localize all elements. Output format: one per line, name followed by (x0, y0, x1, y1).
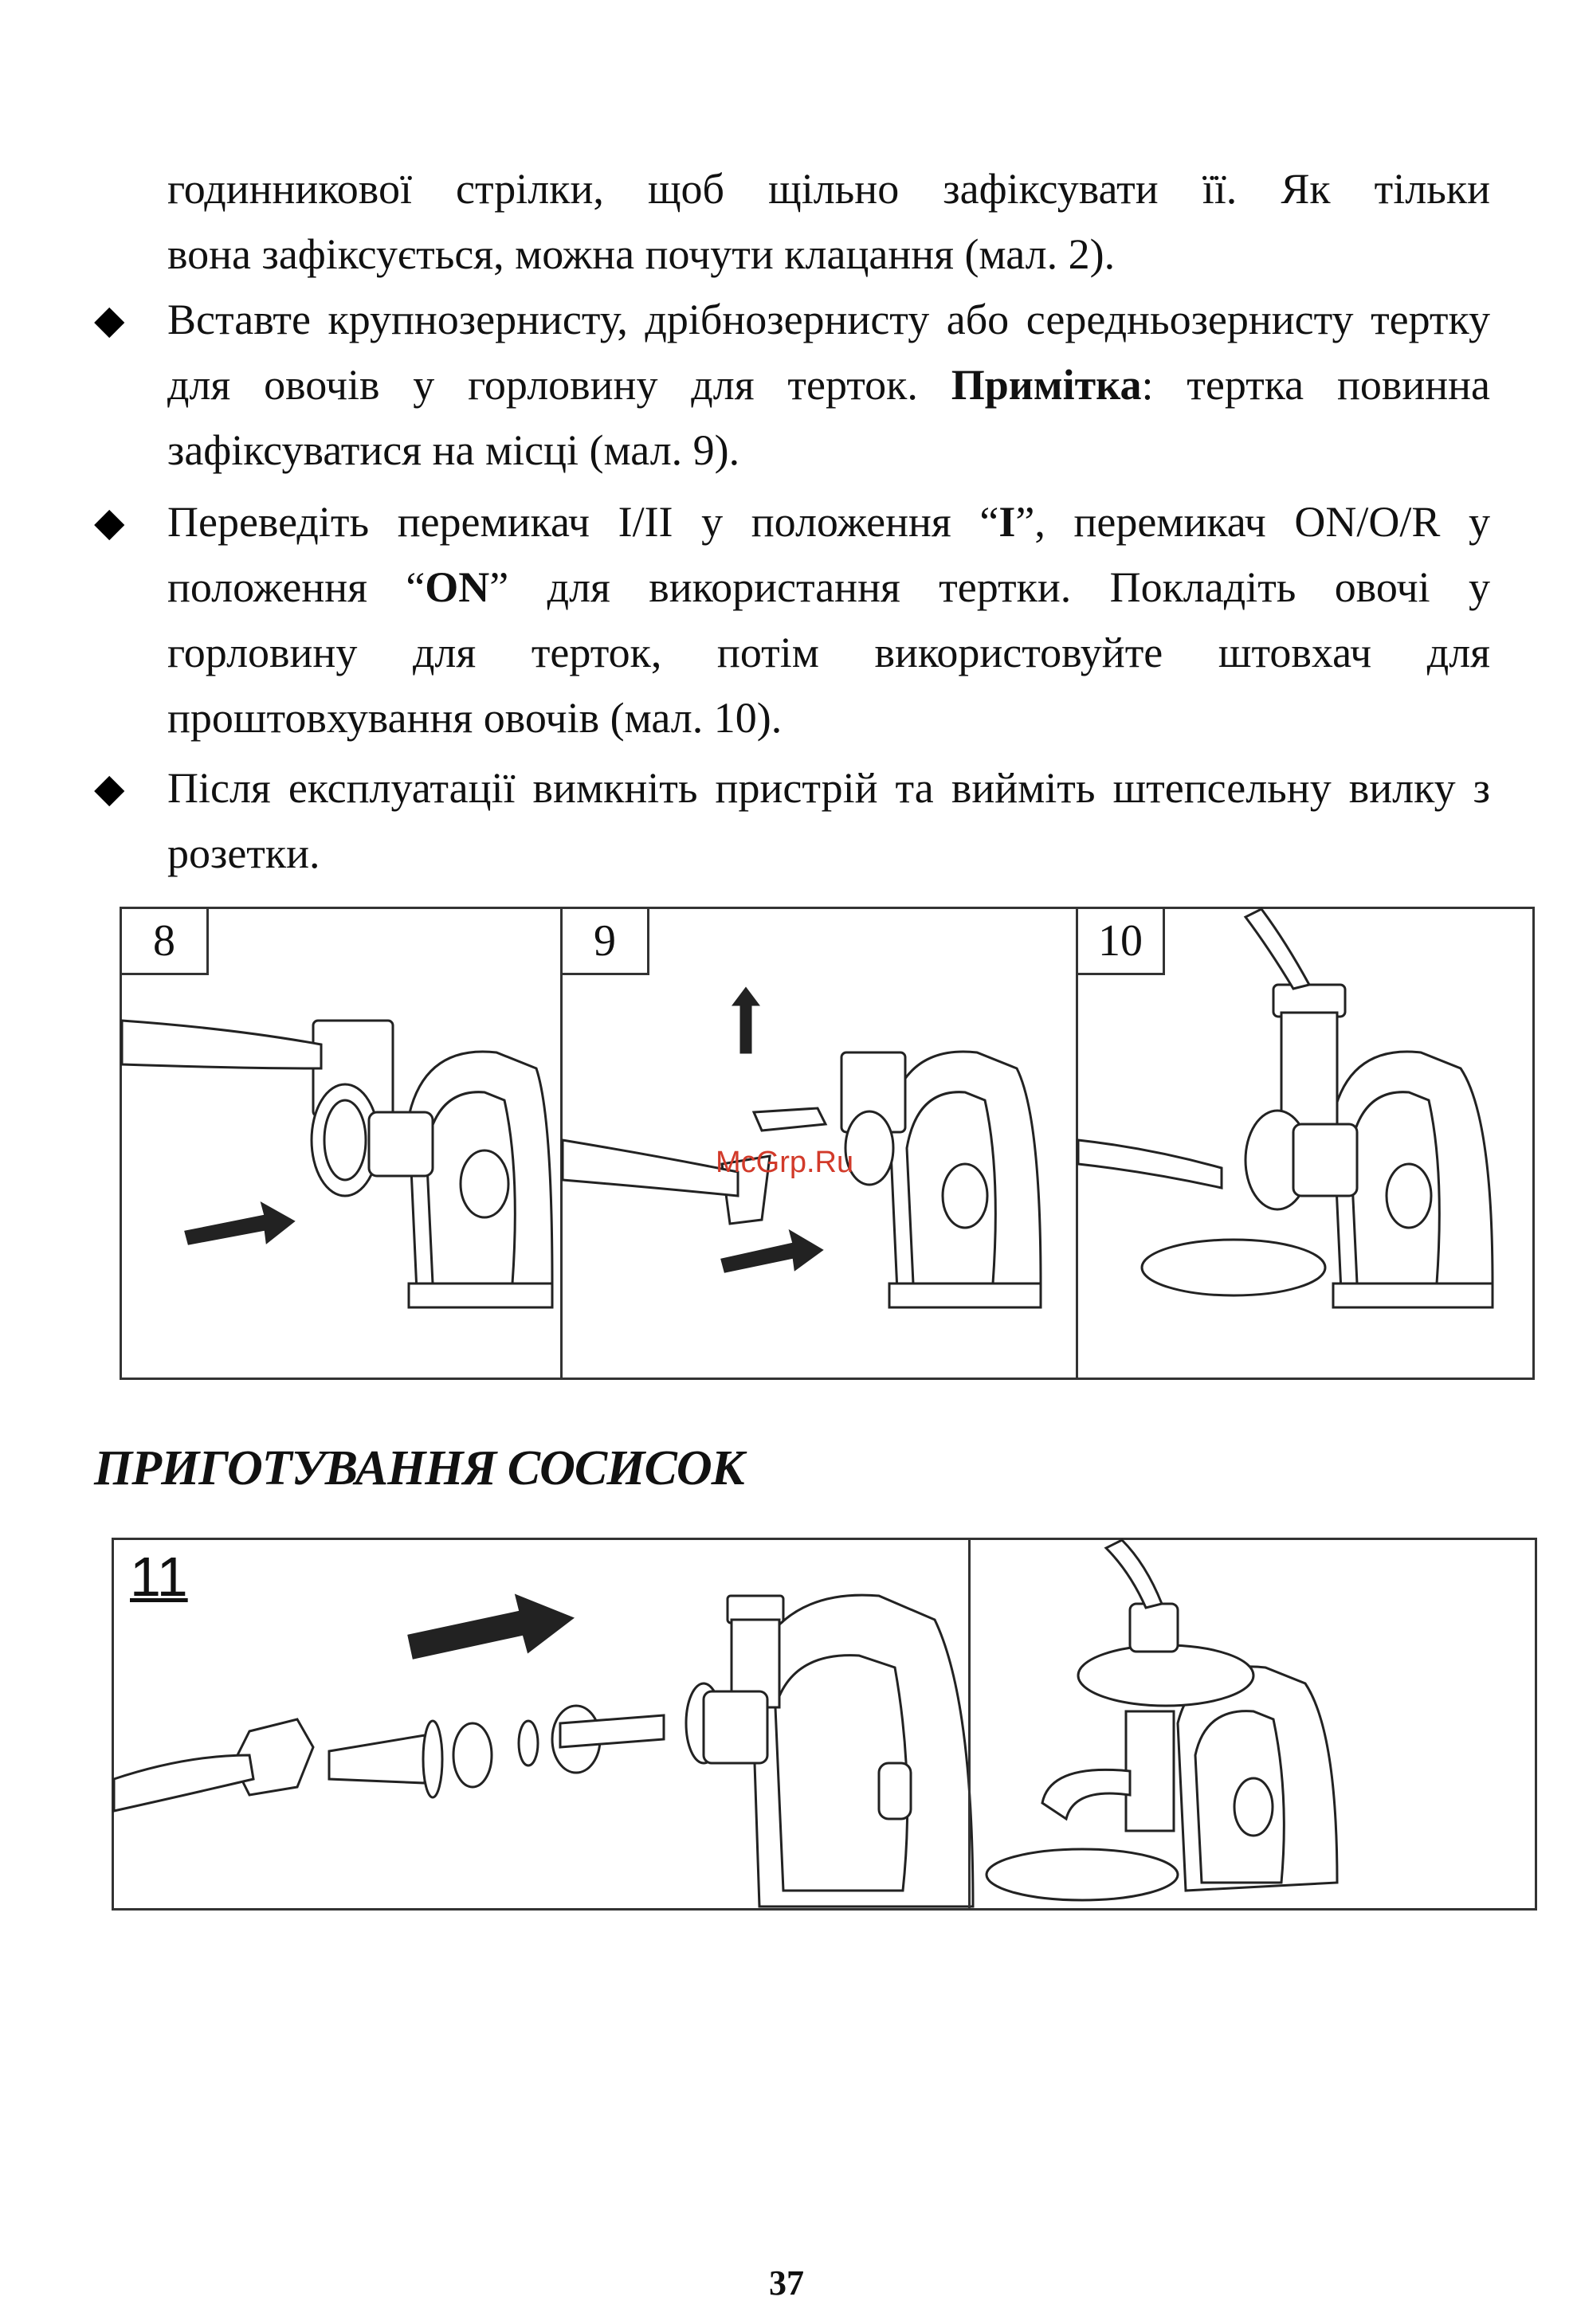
grater-insert-illustration (122, 909, 565, 1382)
bullet-icon: ◆ (94, 500, 125, 544)
paragraph-line: годинникової стрілки, щоб щільно зафіксувати її. Як тільки (167, 165, 1490, 213)
watermark-text: McGrp.Ru (716, 1146, 854, 1179)
figure-number: 9 (563, 909, 649, 975)
page-number: 37 (769, 2263, 804, 2302)
figure-number: 11 (130, 1546, 188, 1608)
paragraph-line: вона зафіксується, можна почути клацання (мал. 2). (167, 230, 1116, 278)
figure-9-panel (560, 907, 1078, 1380)
figure-11-result-panel (968, 1538, 1537, 1911)
figure-number: 8 (122, 909, 209, 975)
bullet-icon: ◆ (94, 297, 125, 342)
bullet-icon: ◆ (94, 766, 125, 810)
bullet-paragraph-unplug: Після експлуатації вимкніть пристрій та вийміть штепсельну вилку з розетки. (167, 764, 1490, 877)
figure-8-panel (120, 907, 563, 1380)
section-heading: ПРИГОТУВАННЯ СОСИСОК (94, 1441, 744, 1495)
bullet-paragraph-grater: Вставте крупнозернисту, дрібнозернисту або середньозернисту тертку для овочів у горловину для терток. Примітка: тертка повинна зафіксуватися на місці (мал. 9). (167, 296, 1491, 474)
figure-number: 10 (1078, 909, 1165, 975)
grating-vegetables-illustration (1078, 909, 1537, 1382)
sausage-assembly-illustration (114, 1540, 973, 1913)
paragraph-continuation (167, 156, 1490, 287)
figure-11-panel (112, 1538, 971, 1911)
bullet-paragraph-switch: Переведіть перемикач І/ІІ у положення “І”, перемикач ON/O/R у положення “ON” для використання тертки. Покладіть овочі у горловину для терток, потім використовуйте штовхач для проштовхування овочів (мал. 10). (167, 498, 1490, 742)
sausage-making-illustration (971, 1540, 1540, 1913)
figure-10-panel (1076, 907, 1535, 1380)
